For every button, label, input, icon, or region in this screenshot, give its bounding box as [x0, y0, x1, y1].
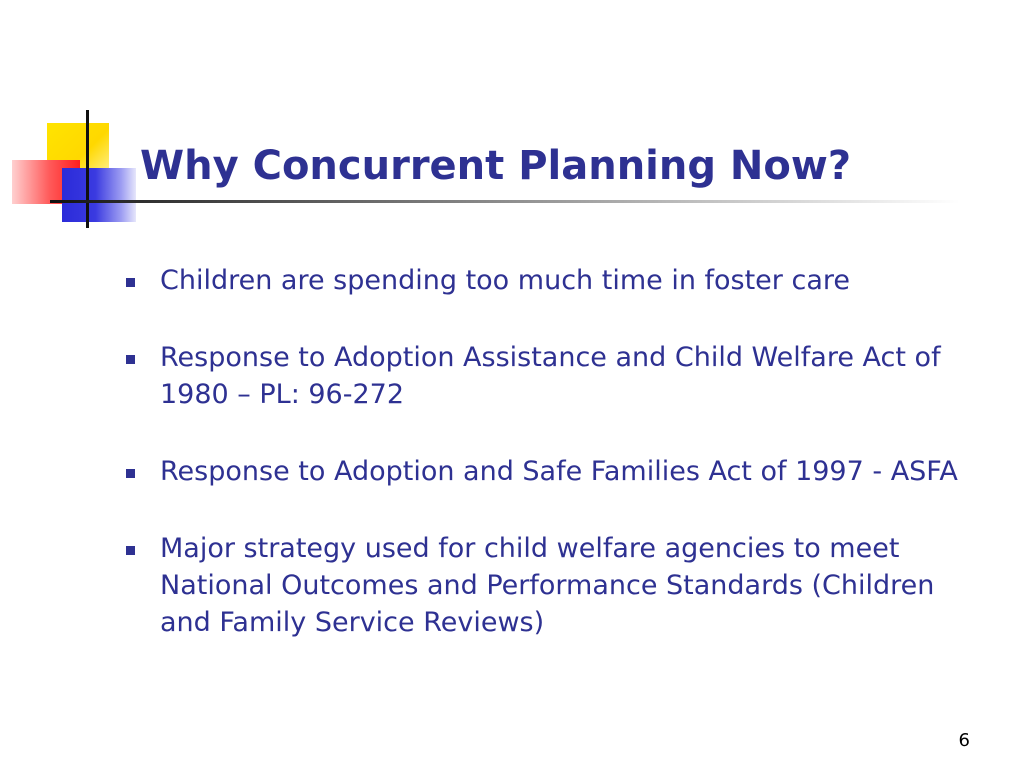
bullet-square-icon	[126, 355, 135, 364]
bullet-text: Children are spending too much time in foster care	[160, 265, 850, 296]
bullet-item	[122, 530, 982, 641]
decorative-blue-square	[62, 168, 136, 222]
bullet-item	[122, 339, 982, 413]
bullet-text: Response to Adoption and Safe Families Act of 1997 - ASFA	[160, 456, 958, 487]
bullet-item	[122, 453, 982, 490]
decorative-vertical-line	[86, 110, 89, 228]
bullet-text: Response to Adoption Assistance and Child Welfare Act of 1980 – PL: 96-272	[160, 342, 941, 410]
page-number: 6	[958, 730, 970, 751]
bullet-square-icon	[126, 546, 135, 555]
bullet-text: Major strategy used for child welfare agencies to meet National Outcomes and Performance Standards (Children and Family Service Reviews)	[160, 533, 935, 638]
bullet-item	[122, 262, 982, 299]
bullet-square-icon	[126, 469, 135, 478]
bullet-list	[122, 262, 982, 681]
bullet-square-icon	[126, 278, 135, 287]
slide-title: Why Concurrent Planning Now?	[140, 143, 852, 189]
title-underline-divider	[50, 200, 960, 203]
